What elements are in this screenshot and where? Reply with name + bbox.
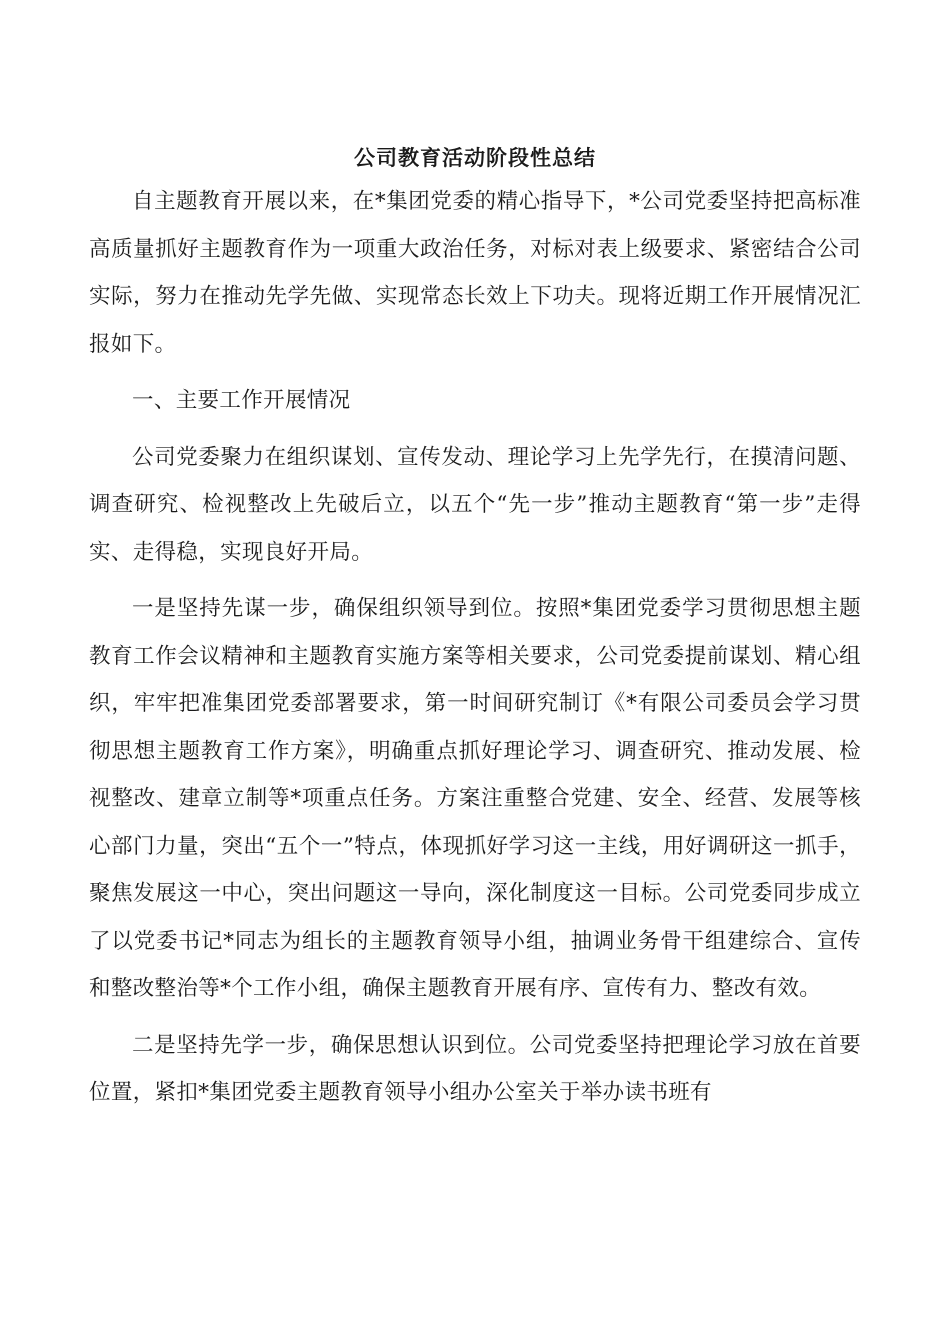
document-title: 公司教育活动阶段性总结 — [354, 145, 596, 170]
section-heading-1: 一、主要工作开展情况 — [132, 388, 351, 413]
document-page — [89, 138, 861, 1126]
paragraph-intro: 自主题教育开展以来，在*集团党委的精心指导下，*公司党委坚持把高标准高质量抓好主题教育作为一项重大政治任务，对标对表上级要求、紧密结合公司实际，努力在推动先学先做、实现常态长效上下功夫。现将近期工作开展情况汇报如下。 — [89, 189, 861, 357]
paragraph-point-2: 二是坚持先学一步，确保思想认识到位。公司党委坚持把理论学习放在首要位置，紧扣*集团党委主题教育领导小组办公室关于举办读书班有 — [89, 1032, 861, 1105]
paragraph-overview: 公司党委聚力在组织谋划、宣传发动、理论学习上先学先行，在摸清问题、调查研究、检视整改上先破后立，以五个“先一步”推动主题教育“第一步”走得实、走得稳，实现良好开局。 — [89, 444, 861, 565]
paragraph-point-1: 一是坚持先谋一步，确保组织领导到位。按照*集团党委学习贯彻思想主题教育工作会议精神和主题教育实施方案等相关要求，公司党委提前谋划、精心组织，牢牢把准集团党委部署要求，第一时间研究制订《*有限公司委员会学习贯彻思想主题教育工作方案》，明确重点抓好理论学习、调查研究、推动发展、检视整改、建章立制等*项重点任务。方案注重整合党建、安全、经营、发展等核心部门力量，突出“五个一”特点，体现抓好学习这一主线，用好调研这一抓手，聚焦发展这一中心，突出问题这一导向，深化制度这一目标。公司党委同步成立了以党委书记*同志为组长的主题教育领导小组，抽调业务骨干组建综合、宣传和整改整治等*个工作小组，确保主题教育开展有序、宣传有力、整改有效。 — [89, 596, 861, 1001]
